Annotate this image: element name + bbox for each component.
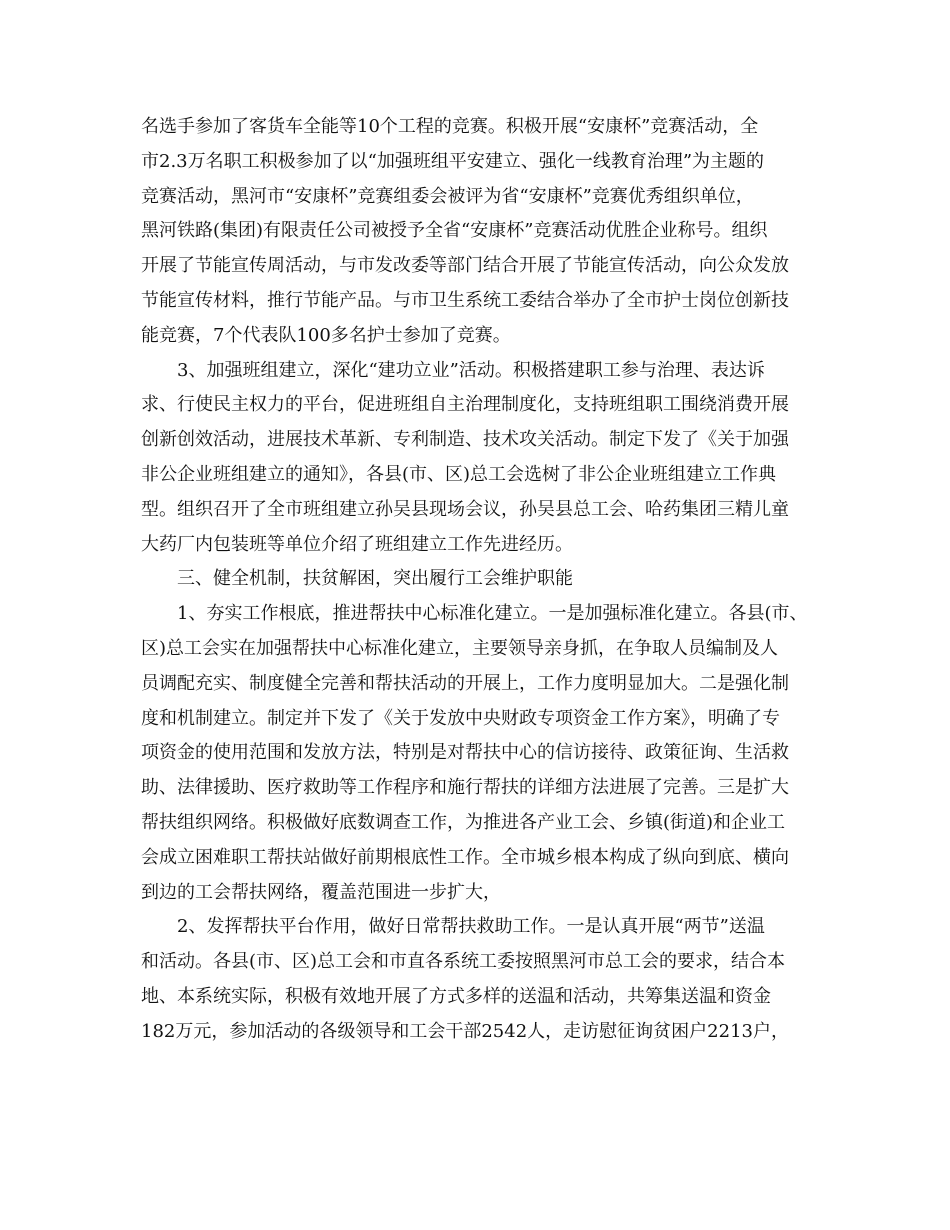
text-line: 项资金的使用范围和发放方法，特别是对帮扶中心的信访接待、政策征询、生活救 [141, 742, 789, 764]
text-line: 名选手参加了客货车全能等10个工程的竞赛。积极开展“安康杯”竞赛活动，全 [141, 116, 759, 137]
text-line: 员调配充实、制度健全完善和帮扶活动的开展上，工作力度明显加大。二是强化制 [141, 672, 789, 694]
text-line: 度和机制建立。制定并下发了《关于发放中央财政专项资金工作方案》，明确了专 [141, 707, 780, 729]
section-heading: 三、健全机制，扶贫解困，突出履行工会维护职能 [177, 568, 573, 590]
text-line: 非公企业班组建立的通知》，各县(市、区)总工会选树了非公企业班组建立工作典 [141, 463, 777, 485]
text-line: 开展了节能宣传周活动，与市发改委等部门结合开展了节能宣传活动，向公众发放 [141, 255, 789, 277]
text-line: 区)总工会实在加强帮扶中心标准化建立，主要领导亲身抓，在争取人员编制及人 [141, 637, 779, 659]
text-line: 182万元，参加活动的各级领导和工会干部2542人，走访慰征询贫困户2213户， [141, 1020, 789, 1042]
text-line: 市2.3万名职工积极参加了以“加强班组平安建立、强化一线教育治理”为主题的 [141, 150, 765, 172]
paragraph-start-line: 3、加强班组建立，深化“建功立业”活动。积极搭建职工参与治理、表达诉 [177, 359, 765, 381]
text-line: 帮扶组织网络。积极做好底数调查工作，为推进各产业工会、乡镇(街道)和企业工 [141, 811, 786, 833]
document-body [141, 110, 811, 1050]
text-line: 大药厂内包装班等单位介绍了班组建立工作先进经历。 [141, 533, 573, 555]
text-line: 地、本系统实际，积极有效地开展了方式多样的送温和活动，共筹集送温和资金 [141, 985, 771, 1007]
text-line: 会成立困难职工帮扶站做好前期根底性工作。全市城乡根本构成了纵向到底、横向 [141, 846, 789, 868]
text-line: 黑河铁路(集团)有限责任公司被授予全省“安康杯”竞赛活动优胜企业称号。组织 [141, 220, 768, 242]
paragraph-start-line: 2、发挥帮扶平台作用，做好日常帮扶救助工作。一是认真开展“两节”送温 [177, 916, 765, 938]
paragraph-start-line: 1、夯实工作根底，推进帮扶中心标准化建立。一是加强标准化建立。各县(市、 [177, 603, 808, 625]
text-line: 型。组织召开了全市班组建立孙吴县现场会议，孙吴县总工会、哈药集团三精儿童 [141, 498, 789, 520]
text-line: 能竞赛，7个代表队100多名护士参加了竞赛。 [141, 324, 511, 346]
text-line: 求、行使民主权力的平台，促进班组自主治理制度化，支持班组职工围绕消费开展 [141, 394, 789, 416]
text-line: 节能宣传材料，推行节能产品。与市卫生系统工委结合举办了全市护士岗位创新技 [141, 289, 789, 311]
text-line: 创新创效活动，进展技术革新、专利制造、技术攻关活动。制定下发了《关于加强 [141, 429, 789, 451]
text-line: 助、法律援助、医疗救助等工作程序和施行帮扶的详细方法进展了完善。三是扩大 [141, 777, 789, 799]
text-line: 和活动。各县(市、区)总工会和市直各系统工委按照黑河市总工会的要求，结合本 [141, 951, 786, 973]
text-line: 竞赛活动，黑河市“安康杯”竞赛组委会被评为省“安康杯”竞赛优秀组织单位， [141, 185, 754, 207]
text-line: 到边的工会帮扶网络，覆盖范围进一步扩大， [141, 881, 501, 903]
